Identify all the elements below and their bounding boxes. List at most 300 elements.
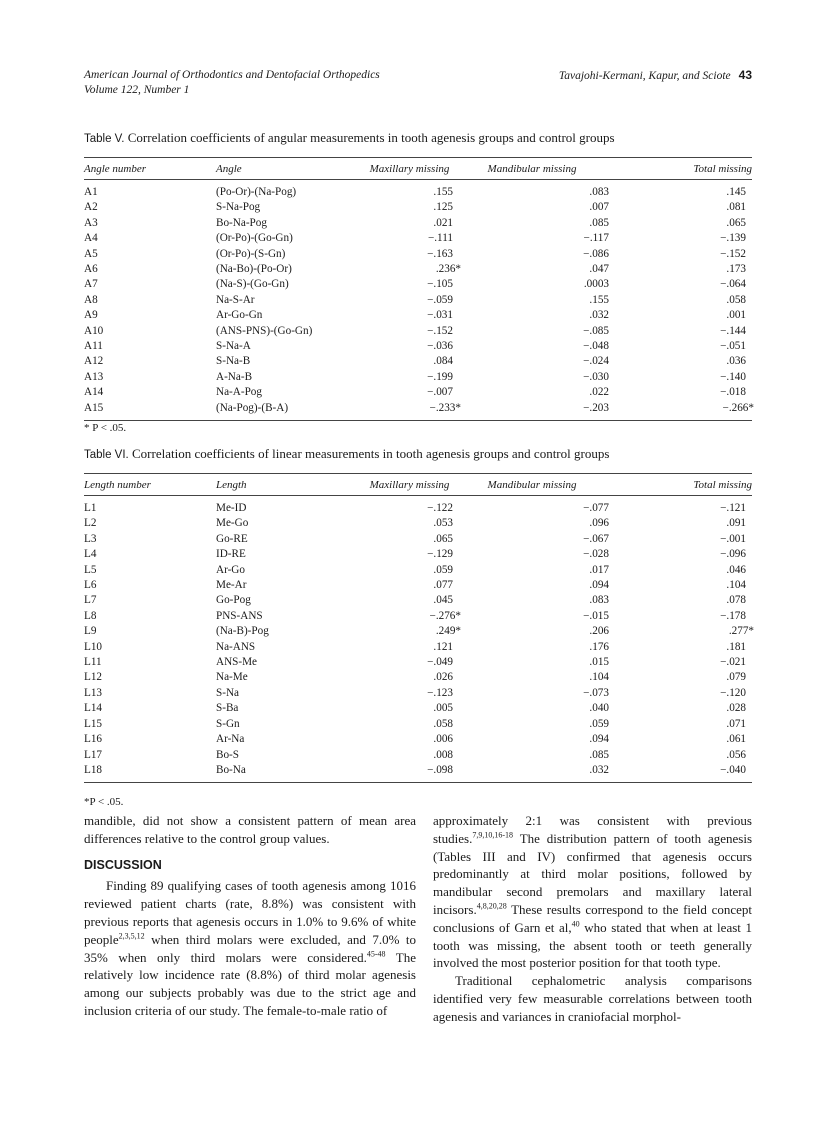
cell-value: Ar-Go: [216, 563, 245, 576]
cell-value: −.163: [427, 247, 453, 260]
table-cell: [611, 277, 752, 292]
table-cell: [611, 339, 752, 354]
table-cell: [611, 200, 752, 215]
cell-value: −.122: [427, 502, 453, 514]
cell-value: .032: [589, 309, 609, 322]
cell-value: A14: [84, 386, 104, 399]
table-row: [84, 748, 752, 763]
table-cell: [611, 701, 752, 716]
table-row: [84, 370, 752, 385]
table-cell: [611, 670, 752, 685]
cell-value: .040: [589, 702, 609, 715]
paragraph: mandible, did not show a consistent pattern of mean area differences relative to the control group values.: [84, 813, 416, 846]
cell-value: .065: [726, 216, 746, 229]
table-cell: [84, 717, 216, 732]
table-cell: [453, 609, 611, 624]
table-cell: [366, 200, 453, 215]
table-cell: [366, 262, 461, 277]
cell-value: Me-ID: [216, 502, 247, 514]
cell-value: A12: [84, 355, 104, 368]
table-cell: [453, 717, 611, 732]
table-cell: [216, 624, 366, 639]
section-heading: DISCUSSION: [84, 857, 162, 872]
table-cell: [366, 308, 453, 323]
table-cell: [453, 547, 611, 562]
cell-value: ANS-Me: [216, 656, 258, 669]
table-cell: [611, 293, 752, 308]
cell-value: L10: [84, 640, 103, 653]
cell-value: A13: [84, 370, 104, 383]
table-cell: [216, 717, 366, 732]
table-cell: [366, 231, 453, 246]
table-cell: [84, 216, 216, 231]
column-header: Total missing: [693, 162, 752, 175]
table-cell: [84, 401, 216, 421]
cell-value: .058: [726, 293, 746, 306]
cell-value: S-Na: [216, 686, 239, 699]
table-cell: [216, 701, 366, 716]
table-cell: [366, 324, 453, 339]
cell-value: .277*: [728, 625, 754, 638]
cell-value: .008: [433, 748, 453, 761]
table5-footnote: * P < .05.: [84, 422, 127, 434]
cell-value: L9: [84, 625, 97, 638]
table-cell: [453, 593, 611, 608]
table-cell: [611, 532, 752, 547]
table-cell: [453, 655, 611, 670]
cell-value: .045: [433, 594, 453, 607]
cell-value: L14: [84, 702, 103, 715]
table-cell: [453, 532, 611, 547]
table-cell: [366, 655, 453, 670]
cell-value: (Na-Pog)-(B-A): [216, 401, 289, 414]
table-cell: [366, 609, 461, 624]
column-header: Maxillary missing: [369, 478, 450, 491]
table-cell: [453, 385, 611, 400]
cell-value: A6: [84, 263, 98, 276]
running-header-left: [84, 68, 380, 98]
cell-value: .078: [726, 594, 746, 607]
table-row: [84, 532, 752, 547]
table-row: [84, 247, 752, 262]
cell-value: .091: [726, 517, 746, 530]
authors: Tavajohi-Kermani, Kapur, and Sciote: [558, 70, 731, 82]
column-header: Length: [216, 478, 247, 491]
table-cell: [216, 308, 366, 323]
table-cell: [611, 578, 752, 593]
table-cell: [216, 670, 366, 685]
cell-value: .155: [433, 186, 453, 198]
table-cell: [453, 401, 611, 421]
table-cell: [453, 324, 611, 339]
table-cell: [84, 277, 216, 292]
table-row: [84, 324, 752, 339]
table-cell: [366, 686, 453, 701]
cell-value: −.121: [720, 502, 746, 514]
table6-body: [84, 496, 752, 783]
cell-value: .176: [589, 640, 609, 653]
table-cell: [611, 496, 752, 517]
table-cell: [366, 247, 453, 262]
table-cell: [216, 247, 366, 262]
table-cell: [366, 640, 453, 655]
table-cell: [611, 624, 752, 639]
cell-value: −.007: [427, 386, 453, 399]
running-header-right: [559, 68, 752, 84]
table-cell: [366, 370, 453, 385]
cell-value: Na-Me: [216, 671, 248, 684]
cell-value: .085: [589, 216, 609, 229]
cell-value: −.152: [720, 247, 746, 260]
cell-value: .061: [726, 733, 746, 746]
table5-body: [84, 180, 752, 421]
cell-value: Na-S-Ar: [216, 293, 255, 306]
table-cell: [366, 563, 453, 578]
cell-value: −.049: [427, 656, 453, 669]
cell-value: −.140: [720, 370, 746, 383]
cell-value: .058: [433, 717, 453, 730]
table-cell: [84, 496, 216, 517]
table6-footnote: *P < .05.: [84, 796, 124, 808]
cell-value: −.086: [583, 247, 609, 260]
table-cell: [84, 532, 216, 547]
table-cell: [611, 732, 752, 747]
table-cell: [216, 262, 366, 277]
cell-value: .083: [589, 594, 609, 607]
table-row: [84, 354, 752, 369]
cell-value: −.152: [427, 324, 453, 337]
cell-value: .001: [726, 309, 746, 322]
cell-value: .028: [726, 702, 746, 715]
cell-value: .005: [433, 702, 453, 715]
cell-value: .036: [726, 355, 746, 368]
cell-value: −.098: [427, 763, 453, 776]
cell-value: .236*: [435, 263, 461, 276]
table-cell: [366, 763, 453, 783]
cell-value: A11: [84, 340, 103, 353]
cell-value: .155: [589, 293, 609, 306]
table-row: [84, 401, 752, 421]
column-header: Mandibular missing: [487, 478, 577, 491]
table-cell: [611, 308, 752, 323]
cell-value: (Or-Po)-(S-Gn): [216, 247, 286, 260]
cell-value: A3: [84, 216, 98, 229]
table-cell: [216, 293, 366, 308]
column-header: Length number: [84, 478, 151, 491]
cell-value: .065: [433, 532, 453, 545]
table-cell: [216, 609, 366, 624]
text: The distribution pattern of tooth agenesis (Tables III and IV) confirmed that agenesis occurs predominantly at third molar positions, followed by mandibular second premolars and maxillary lateral incisors.: [433, 830, 752, 917]
table-cell: [611, 231, 752, 246]
table-cell: [453, 262, 611, 277]
table-cell: [216, 370, 366, 385]
table-cell: [453, 624, 611, 639]
cell-value: −.031: [427, 309, 453, 322]
table-cell: [84, 293, 216, 308]
table6-header: [84, 474, 752, 496]
table-cell: [453, 701, 611, 716]
table-cell: [453, 763, 611, 783]
cell-value: −.021: [720, 656, 746, 669]
cell-value: A15: [84, 401, 104, 414]
table-cell: [216, 516, 366, 531]
table-row: [84, 200, 752, 215]
table-cell: [366, 670, 453, 685]
cell-value: −.123: [427, 686, 453, 699]
cell-value: .059: [433, 563, 453, 576]
cell-value: −.067: [583, 532, 609, 545]
table-row: [84, 701, 752, 716]
cell-value: −.077: [583, 502, 609, 514]
cell-value: S-Na-Pog: [216, 201, 261, 214]
table5: [84, 157, 752, 421]
cell-value: A5: [84, 247, 98, 260]
table-cell: [84, 354, 216, 369]
cell-value: −.139: [720, 232, 746, 245]
table-cell: [453, 180, 611, 201]
text: The relatively low incidence rate (8.8%) of third molar agenesis among our subjects probably was due to the strict age and inclusion criteria of our study. The female-to-male ratio of: [84, 949, 416, 1018]
table-row: [84, 670, 752, 685]
cell-value: L6: [84, 579, 97, 592]
cell-value: A-Na-B: [216, 370, 253, 383]
table-cell: [216, 563, 366, 578]
table-cell: [84, 701, 216, 716]
cell-value: Go-RE: [216, 532, 248, 545]
cell-value: −.111: [427, 232, 453, 245]
table-row: [84, 655, 752, 670]
table-cell: [216, 547, 366, 562]
paragraph: [84, 877, 416, 1019]
table-cell: [366, 717, 453, 732]
cell-value: −.144: [720, 324, 746, 337]
table-cell: [453, 247, 611, 262]
cell-value: (Na-Bo)-(Po-Or): [216, 263, 292, 276]
table-cell: [453, 496, 611, 517]
table-cell: [216, 339, 366, 354]
table-cell: [84, 578, 216, 593]
table-cell: [84, 247, 216, 262]
table6-caption: [84, 446, 609, 462]
table-cell: [453, 293, 611, 308]
cell-value: .084: [433, 355, 453, 368]
table-cell: [453, 563, 611, 578]
cell-value: .121: [433, 640, 453, 653]
table-cell: [611, 370, 752, 385]
table-cell: [366, 593, 453, 608]
table-cell: [84, 200, 216, 215]
cell-value: .081: [726, 201, 746, 214]
cell-value: (Na-B)-Pog: [216, 625, 269, 638]
column-header: Angle: [216, 162, 242, 175]
table5-label: Table V.: [84, 133, 125, 145]
table-cell: [84, 262, 216, 277]
cell-value: .079: [726, 671, 746, 684]
cell-value: Na-ANS: [216, 640, 256, 653]
body-column-left: [84, 812, 416, 1020]
table6: [84, 473, 752, 783]
table-cell: [611, 385, 752, 400]
table-cell: [611, 216, 752, 231]
cell-value: .046: [726, 563, 746, 576]
table-row: [84, 277, 752, 292]
table-cell: [84, 308, 216, 323]
table-row: [84, 496, 752, 517]
table-cell: [611, 401, 752, 421]
column-header: Angle number: [84, 162, 147, 175]
citation: 4,8,20,28: [476, 901, 507, 911]
cell-value: L2: [84, 517, 97, 530]
cell-value: −.024: [583, 355, 609, 368]
table-cell: [84, 547, 216, 562]
table6-title: Correlation coefficients of linear measurements in tooth agenesis groups and control groups: [132, 446, 610, 461]
table-row: [84, 231, 752, 246]
table-row: [84, 180, 752, 201]
cell-value: .104: [589, 671, 609, 684]
cell-value: (Po-Or)-(Na-Pog): [216, 186, 297, 198]
text: when third molars were excluded, and 7.0% to 35% when only third molars were considered.: [84, 931, 416, 965]
cell-value: −.051: [720, 340, 746, 353]
table-row: [84, 563, 752, 578]
body-column-right: [433, 812, 752, 1026]
cell-value: −.117: [583, 232, 609, 245]
table-cell: [611, 593, 752, 608]
cell-value: .094: [589, 733, 609, 746]
table-cell: [84, 339, 216, 354]
cell-value: .181: [726, 640, 746, 653]
table-cell: [216, 496, 366, 517]
table-row: [84, 385, 752, 400]
table-cell: [84, 732, 216, 747]
table-row: [84, 578, 752, 593]
table-cell: [453, 516, 611, 531]
table-cell: [366, 216, 453, 231]
table-cell: [611, 655, 752, 670]
table-cell: [84, 609, 216, 624]
table-cell: [84, 655, 216, 670]
cell-value: −.073: [583, 686, 609, 699]
cell-value: .006: [433, 733, 453, 746]
table-cell: [611, 563, 752, 578]
cell-value: PNS-ANS: [216, 609, 263, 622]
cell-value: −.233*: [429, 401, 461, 414]
table-cell: [611, 609, 752, 624]
cell-value: L8: [84, 609, 97, 622]
cell-value: .096: [589, 517, 609, 530]
table-cell: [611, 547, 752, 562]
table-cell: [366, 624, 461, 639]
cell-value: −.129: [427, 548, 453, 561]
cell-value: (Na-S)-(Go-Gn): [216, 278, 289, 291]
table-cell: [366, 748, 453, 763]
cell-value: −.178: [720, 609, 746, 622]
table5-header: [84, 158, 752, 180]
citation: 7,9,10,16-18: [472, 830, 514, 840]
cell-value: .022: [589, 386, 609, 399]
cell-value: .056: [726, 748, 746, 761]
table-cell: [84, 516, 216, 531]
table-cell: [366, 578, 453, 593]
cell-value: Go-Pog: [216, 594, 251, 607]
table-cell: [611, 262, 752, 277]
cell-value: A7: [84, 278, 98, 291]
table-cell: [216, 593, 366, 608]
table-row: [84, 339, 752, 354]
table-cell: [611, 247, 752, 262]
table-cell: [453, 308, 611, 323]
table-row: [84, 763, 752, 783]
table-cell: [366, 180, 453, 201]
table-cell: [611, 640, 752, 655]
cell-value: .173: [726, 263, 746, 276]
table-cell: [366, 385, 453, 400]
table-cell: [84, 231, 216, 246]
table-row: [84, 732, 752, 747]
table-cell: [366, 293, 453, 308]
table-cell: [366, 496, 453, 517]
cell-value: A9: [84, 309, 98, 322]
cell-value: Bo-Na: [216, 763, 246, 776]
text: who stated that when at least 1 tooth was missing, the absent tooth or teeth generally involved the most posterior position for that tooth type.: [433, 919, 752, 971]
table-row: [84, 547, 752, 562]
table-row: [84, 640, 752, 655]
cell-value: .007: [589, 201, 609, 214]
table-cell: [84, 763, 216, 783]
cell-value: S-Na-B: [216, 355, 251, 368]
cell-value: L13: [84, 686, 103, 699]
cell-value: L11: [84, 656, 102, 669]
table-cell: [453, 732, 611, 747]
cell-value: Ar-Na: [216, 733, 245, 746]
cell-value: −.036: [427, 340, 453, 353]
table-cell: [84, 686, 216, 701]
cell-value: .071: [726, 717, 746, 730]
cell-value: L3: [84, 532, 97, 545]
table-cell: [453, 578, 611, 593]
table-cell: [216, 532, 366, 547]
cell-value: A1: [84, 186, 98, 198]
cell-value: Me-Go: [216, 517, 249, 530]
journal-volume: Volume 122, Number 1: [84, 84, 190, 96]
text: Finding 89 qualifying cases of tooth agenesis among 1016 reviewed patient charts (rate, 8.8%) was consistent with previous reports that agenesis occurs in 1.0% to 9.6% of white people: [84, 878, 416, 947]
cell-value: L7: [84, 594, 97, 607]
table-cell: [366, 339, 453, 354]
cell-value: A8: [84, 293, 98, 306]
column-header: Maxillary missing: [369, 162, 450, 175]
cell-value: .077: [433, 579, 453, 592]
table5-title: Correlation coefficients of angular measurements in tooth agenesis groups and control groups: [127, 130, 615, 145]
table-row: [84, 516, 752, 531]
cell-value: L5: [84, 563, 97, 576]
cell-value: S-Na-A: [216, 340, 251, 353]
cell-value: −.048: [583, 340, 609, 353]
table-row: [84, 216, 752, 231]
cell-value: L15: [84, 717, 103, 730]
table-cell: [366, 516, 453, 531]
column-header: Mandibular missing: [487, 162, 577, 175]
cell-value: Bo-Na-Pog: [216, 216, 267, 229]
cell-value: ID-RE: [216, 548, 246, 561]
cell-value: .104: [726, 579, 746, 592]
cell-value: .125: [433, 201, 453, 214]
table-cell: [366, 701, 453, 716]
table-cell: [366, 547, 453, 562]
cell-value: .249*: [435, 625, 461, 638]
table-cell: [453, 370, 611, 385]
cell-value: −.030: [583, 370, 609, 383]
table-cell: [84, 370, 216, 385]
cell-value: −.199: [427, 370, 453, 383]
table-cell: [453, 640, 611, 655]
